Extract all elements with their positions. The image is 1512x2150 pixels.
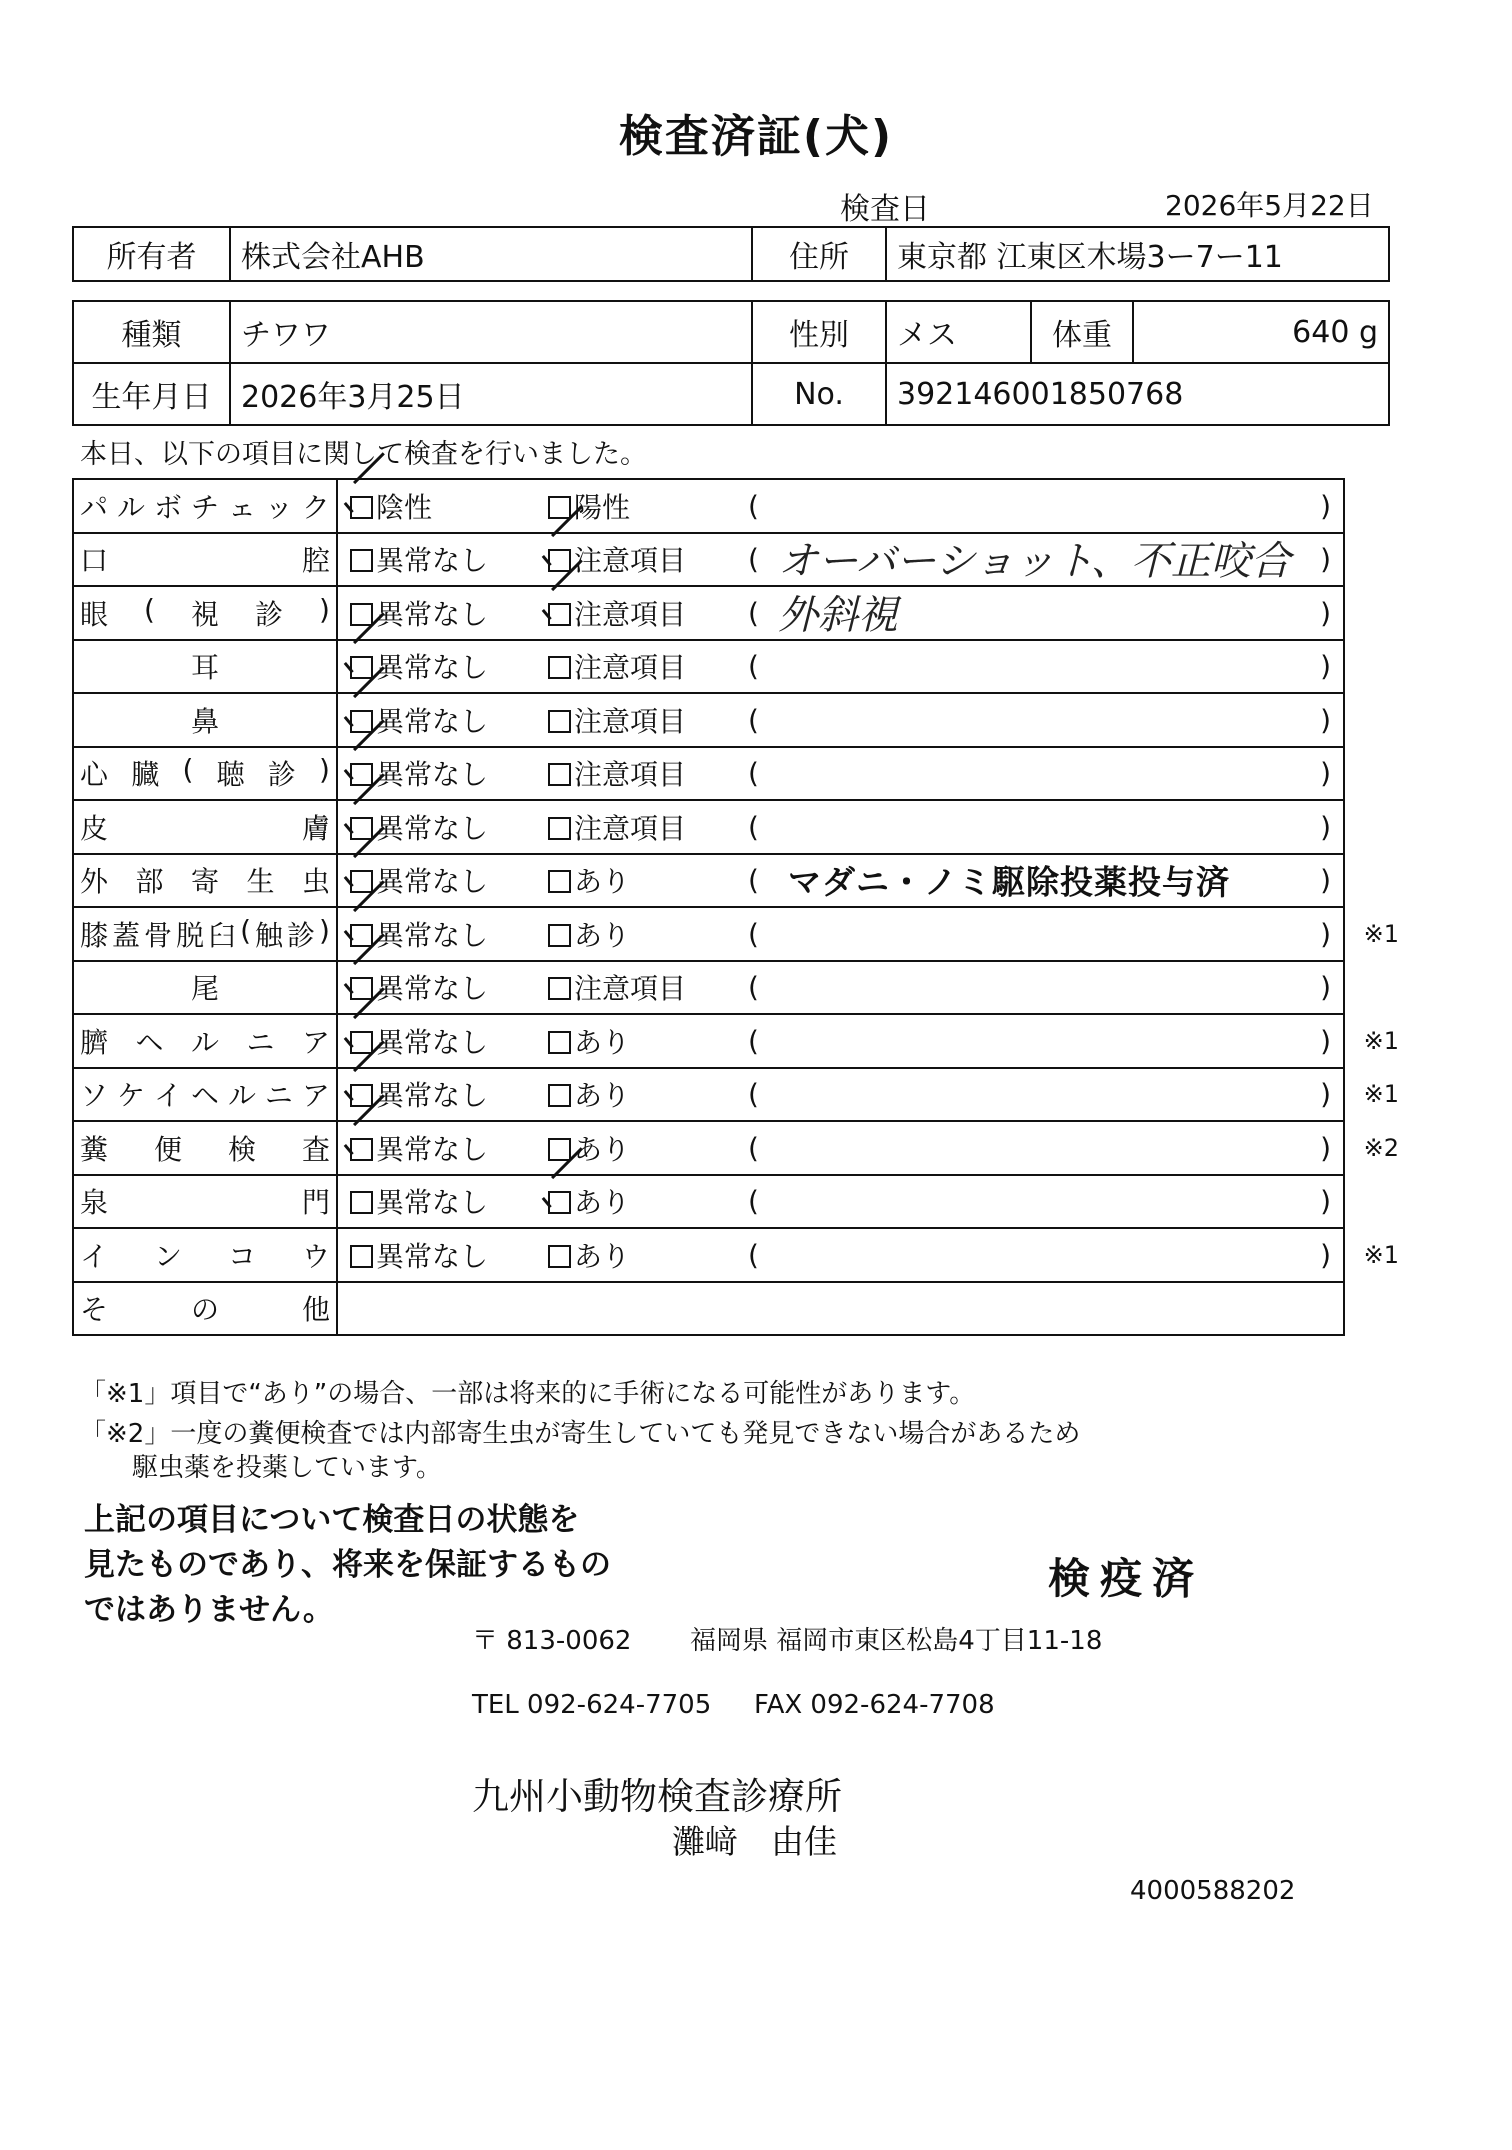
label-char: チ <box>190 490 219 524</box>
note-close-paren: ) <box>1320 1131 1331 1165</box>
option-2[interactable] <box>548 700 686 740</box>
inspection-item-label <box>80 1128 330 1168</box>
option-2[interactable] <box>548 486 630 526</box>
item-label-text: 尾 <box>190 972 219 1006</box>
inspection-row <box>73 1068 1344 1122</box>
note-open-paren: ( <box>748 542 759 576</box>
label-char: 泉 <box>80 1186 109 1220</box>
item-label-text <box>80 1074 330 1114</box>
note-close-paren: ) <box>1320 917 1331 951</box>
inspection-item <box>73 907 337 961</box>
option-label: 異常なし <box>376 1239 489 1273</box>
inspection-row-other <box>73 1282 1344 1336</box>
inspection-item-label <box>80 593 330 633</box>
reference-mark: ※1 <box>1363 919 1399 948</box>
note-open-paren: ( <box>748 596 759 630</box>
option-label: あり <box>574 918 631 952</box>
label-char: ル <box>190 1025 219 1059</box>
inspection-result <box>337 800 1344 854</box>
label-char: 寄 <box>190 865 219 899</box>
label-char: イ <box>153 1079 182 1113</box>
label-char: 部 <box>135 865 164 899</box>
breed-label: 種類 <box>73 301 230 363</box>
label-char: ェ <box>227 490 256 524</box>
inspection-item <box>73 961 337 1015</box>
inspection-result <box>337 1228 1399 1282</box>
checkbox[interactable] <box>350 496 373 519</box>
option-1[interactable] <box>350 539 488 579</box>
label-char: 検 <box>227 1132 256 1166</box>
note-close-paren: ) <box>1320 810 1331 844</box>
note-open-paren: ( <box>748 810 759 844</box>
inspection-item-label <box>80 914 330 954</box>
label-char: 心 <box>80 758 109 792</box>
checkbox[interactable] <box>350 549 373 572</box>
footnote-2-cont: 駆虫薬を投薬しています。 <box>132 1453 442 1483</box>
clinic-tel: TEL 092-624-7705 <box>472 1690 712 1720</box>
inspection-result <box>337 479 1344 533</box>
label-char: 臓 <box>131 758 160 792</box>
item-label-text <box>80 1021 330 1061</box>
inspection-item <box>73 800 337 854</box>
checkbox[interactable] <box>350 763 373 786</box>
note-close-paren: ) <box>1320 649 1331 683</box>
option-label: 異常なし <box>376 544 489 578</box>
note-close-paren: ) <box>1320 1024 1331 1058</box>
note-open-paren: ( <box>748 1184 759 1218</box>
postal-code: 〒 813-0062 <box>472 1626 632 1656</box>
inspection-item <box>73 1282 337 1336</box>
label-char: 眼 <box>80 597 109 631</box>
inspection-result <box>337 1014 1399 1068</box>
inspection-row <box>73 800 1344 854</box>
label-char: ア <box>301 1025 330 1059</box>
label-char: ヘ <box>135 1025 164 1059</box>
item-label-text <box>80 593 330 633</box>
weight-value: 640 g <box>1133 301 1389 363</box>
inspection-row <box>73 1228 1344 1282</box>
label-char: ) <box>319 913 330 947</box>
label-char: 臍 <box>80 1025 109 1059</box>
item-label-text: 耳 <box>190 651 219 685</box>
other-label <box>80 1288 330 1328</box>
option-label: 異常なし <box>376 972 489 1006</box>
checkbox[interactable] <box>350 656 373 679</box>
clinic-name: 九州小動物検査診療所 <box>472 1775 842 1818</box>
checkbox[interactable] <box>548 496 571 519</box>
reference-mark: ※1 <box>1363 1026 1399 1055</box>
inspection-item <box>73 640 337 694</box>
document-title: 検査済証(犬) <box>618 111 894 162</box>
option-label: あり <box>574 1025 631 1059</box>
option-2[interactable] <box>548 1128 630 1168</box>
label-char: ( <box>182 753 194 787</box>
option-label: 異常なし <box>376 1186 489 1220</box>
inspection-row <box>73 586 1344 640</box>
owner-label: 所有者 <box>73 227 230 281</box>
note-close-paren: ) <box>1320 970 1331 1004</box>
option-label: 異常なし <box>376 1025 489 1059</box>
pet-table <box>72 300 1390 426</box>
reference-mark: ※1 <box>1363 1080 1399 1109</box>
inspection-item <box>73 1121 337 1175</box>
label-char: ( <box>144 592 155 626</box>
note-open-paren: ( <box>748 970 759 1004</box>
vet-name: 灘﨑 由佳 <box>672 1822 837 1861</box>
label-char: 外 <box>80 865 109 899</box>
option-label: 注意項目 <box>574 972 687 1006</box>
inspection-item <box>73 693 337 747</box>
inspection-item-label <box>80 1021 330 1061</box>
intro-text: 本日、以下の項目に関して検査を行いました。 <box>80 439 647 470</box>
option-2[interactable] <box>548 646 686 686</box>
breed-value: チワワ <box>230 301 752 363</box>
address-label: 住所 <box>752 227 886 281</box>
label-char: ア <box>301 1079 330 1113</box>
option-2[interactable] <box>548 1074 630 1114</box>
disclaimer-line: 見たものであり、将来を保証するもの <box>84 1546 611 1583</box>
label-char: ル <box>227 1079 256 1113</box>
label-char: ソ <box>80 1079 109 1113</box>
inspection-result <box>337 1175 1344 1229</box>
exam-date-label: 検査日 <box>840 192 930 227</box>
label-char: ( <box>240 913 252 947</box>
inspection-item-label <box>80 646 330 686</box>
inspection-item <box>73 533 337 587</box>
number-value: 392146001850768 <box>886 363 1389 425</box>
label-char: 糞 <box>80 1132 109 1166</box>
label-char: 便 <box>153 1132 182 1166</box>
note-open-paren: ( <box>748 863 759 897</box>
label-char: 虫 <box>301 865 330 899</box>
checkbox[interactable] <box>350 1084 373 1107</box>
inspection-row <box>73 1121 1344 1175</box>
checkbox[interactable] <box>350 870 373 893</box>
note-open-paren: ( <box>748 649 759 683</box>
checkbox[interactable] <box>548 656 571 679</box>
option-label: 陰性 <box>376 490 433 524</box>
checkbox[interactable] <box>548 1031 571 1054</box>
disclaimer-line: ではありません。 <box>84 1591 334 1628</box>
disclaimer-line: 上記の項目について検査日の状態を <box>84 1502 580 1538</box>
note-open-paren: ( <box>748 917 759 951</box>
label-char: ン <box>153 1239 182 1273</box>
option-2[interactable] <box>548 1181 630 1221</box>
option-1[interactable] <box>350 1181 488 1221</box>
inspection-row <box>73 533 1344 587</box>
label-char: 蓋 <box>112 918 141 952</box>
label-char: の <box>190 1293 219 1327</box>
checkbox[interactable] <box>350 1245 373 1268</box>
option-label: 異常なし <box>376 651 489 685</box>
label-char: 聴 <box>216 758 245 792</box>
inspection-result <box>337 640 1344 694</box>
checkbox[interactable] <box>548 1084 571 1107</box>
inspection-result <box>337 533 1344 587</box>
label-char: 診 <box>255 597 284 631</box>
label-char: ) <box>319 592 330 626</box>
item-label-text <box>80 1235 330 1275</box>
option-label: あり <box>574 1079 631 1113</box>
label-char: 膚 <box>301 811 330 845</box>
option-1[interactable] <box>350 486 432 526</box>
reference-mark: ※1 <box>1363 1240 1399 1269</box>
checkbox[interactable] <box>350 924 373 947</box>
checkbox[interactable] <box>548 977 571 1000</box>
label-char: ク <box>301 490 330 524</box>
note-close-paren: ) <box>1320 542 1331 576</box>
note-close-paren: ) <box>1320 489 1331 523</box>
option-label: 注意項目 <box>574 651 687 685</box>
label-char: 腔 <box>301 544 330 578</box>
label-char: イ <box>80 1239 109 1273</box>
inspection-row <box>73 961 1344 1015</box>
option-label: あり <box>574 1132 631 1166</box>
label-char: 脱 <box>176 918 205 952</box>
inspection-row <box>73 907 1344 961</box>
note-close-paren: ) <box>1320 596 1331 630</box>
disclaimer <box>84 1498 611 1633</box>
inspection-result <box>337 1068 1399 1122</box>
option-label: 注意項目 <box>574 758 687 792</box>
inspection-item <box>73 1228 337 1282</box>
inspection-item-label <box>80 753 330 793</box>
note-open-paren: ( <box>748 489 759 523</box>
label-char: 口 <box>80 544 109 578</box>
label-char: 皮 <box>80 811 109 845</box>
checkbox[interactable] <box>548 1138 571 1161</box>
label-char: 診 <box>267 758 296 792</box>
inspection-row <box>73 1175 1344 1229</box>
note-open-paren: ( <box>748 1131 759 1165</box>
label-char: 生 <box>246 865 275 899</box>
checkbox[interactable] <box>350 1191 373 1214</box>
inspection-item-label <box>80 1181 330 1221</box>
option-1[interactable] <box>350 1128 488 1168</box>
note-close-paren: ) <box>1320 703 1331 737</box>
item-label-text <box>80 753 330 793</box>
label-char: ) <box>319 753 330 787</box>
note-close-paren: ) <box>1320 756 1331 790</box>
option-2[interactable] <box>548 807 686 847</box>
label-char: 臼 <box>208 918 237 952</box>
footnote-2: 「※2」一度の糞便検査では内部寄生虫が寄生していても発見できない場合があるため <box>80 1419 1081 1449</box>
option-label: 異常なし <box>376 918 489 952</box>
checkbox[interactable] <box>350 817 373 840</box>
item-label-text <box>80 860 330 900</box>
inspection-item-label <box>80 807 330 847</box>
inspection-item <box>73 854 337 908</box>
inspection-item <box>73 1068 337 1122</box>
birth-label: 生年月日 <box>73 363 230 425</box>
label-char: ケ <box>116 1079 145 1113</box>
checkbox[interactable] <box>548 870 571 893</box>
inspection-row <box>73 693 1344 747</box>
inspection-result <box>337 693 1344 747</box>
inspection-item <box>73 747 337 801</box>
owner-value: 株式会社AHB <box>230 227 752 281</box>
label-char: そ <box>80 1293 109 1327</box>
label-char: ル <box>116 490 145 524</box>
label-char: 膝 <box>80 918 109 952</box>
note-open-paren: ( <box>748 756 759 790</box>
label-char: 骨 <box>144 918 173 952</box>
label-char: パ <box>80 490 109 524</box>
label-char: 査 <box>301 1132 330 1166</box>
option-label: あり <box>574 865 631 899</box>
inspection-item-label <box>80 860 330 900</box>
handwritten-note: 外斜視 <box>778 592 898 639</box>
label-char: 視 <box>190 597 219 631</box>
item-label-text: 鼻 <box>190 704 219 738</box>
inspection-item <box>73 586 337 640</box>
option-label: 異常なし <box>376 704 489 738</box>
label-char: コ <box>227 1239 256 1273</box>
checkbox[interactable] <box>548 1191 571 1214</box>
item-label-text <box>80 914 330 954</box>
option-2[interactable] <box>548 593 686 633</box>
label-char: 門 <box>301 1186 330 1220</box>
option-label: 異常なし <box>376 865 489 899</box>
option-label: 注意項目 <box>574 544 687 578</box>
number-label: No. <box>752 363 886 425</box>
inspection-row <box>73 1014 1344 1068</box>
quarantine-stamp: 検疫済 <box>1048 1554 1205 1603</box>
item-label-text <box>80 486 330 526</box>
option-label: 注意項目 <box>574 811 687 845</box>
note-open-paren: ( <box>748 703 759 737</box>
checkbox[interactable] <box>548 924 571 947</box>
note-open-paren: ( <box>748 1024 759 1058</box>
checkbox[interactable] <box>548 549 571 572</box>
inspection-result <box>337 747 1344 801</box>
label-char: 他 <box>301 1293 330 1327</box>
inspection-item-label <box>80 700 330 740</box>
option-label: 異常なし <box>376 597 489 631</box>
inspection-item-label <box>80 967 330 1007</box>
option-label: あり <box>574 1186 631 1220</box>
checkbox[interactable] <box>350 710 373 733</box>
note-close-paren: ) <box>1320 1184 1331 1218</box>
item-label-text <box>80 807 330 847</box>
reference-mark: ※2 <box>1363 1133 1399 1162</box>
footnote-1: 「※1」項目で“あり”の場合、一部は将来的に手術になる可能性があります。 <box>80 1379 976 1409</box>
inspection-row <box>73 854 1344 908</box>
note-text: マダニ・ノミ駆除投薬投与済 <box>788 862 1230 902</box>
inspection-item <box>73 1014 337 1068</box>
label-char: 触 <box>255 918 284 952</box>
document-number: 4000588202 <box>1130 1876 1296 1906</box>
exam-date: 2026年5月22日 <box>1165 189 1374 222</box>
inspection-row <box>73 640 1344 694</box>
inspection-result <box>337 586 1344 640</box>
inspection-item <box>73 479 337 533</box>
handwritten-note: オーバーショット、不正咬合 <box>778 538 1291 585</box>
option-2[interactable] <box>548 860 630 900</box>
checkbox[interactable] <box>350 603 373 626</box>
note-close-paren: ) <box>1320 1238 1331 1272</box>
option-2[interactable] <box>548 1235 630 1275</box>
inspection-item-label <box>80 1235 330 1275</box>
inspection-row <box>73 747 1344 801</box>
clinic-address: 福岡県 福岡市東区松島4丁目11-18 <box>690 1626 1103 1656</box>
checkbox[interactable] <box>350 1031 373 1054</box>
weight-label: 体重 <box>1031 301 1133 363</box>
note-open-paren: ( <box>748 1238 759 1272</box>
inspection-result <box>337 1121 1399 1175</box>
option-label: 注意項目 <box>574 704 687 738</box>
birth-value: 2026年3月25日 <box>230 363 752 425</box>
item-label-text <box>80 539 330 579</box>
sex-label: 性別 <box>752 301 886 363</box>
sex-value: メス <box>886 301 1031 363</box>
option-label: 陽性 <box>574 490 631 524</box>
inspection-item-label <box>80 539 330 579</box>
note-close-paren: ) <box>1320 863 1331 897</box>
label-char: ボ <box>153 490 182 524</box>
label-char: 診 <box>287 918 316 952</box>
option-label: あり <box>574 1239 631 1273</box>
checkbox[interactable] <box>548 603 571 626</box>
inspection-item <box>73 1175 337 1229</box>
option-label: 異常なし <box>376 758 489 792</box>
inspection-item-label <box>80 1074 330 1114</box>
label-char: ッ <box>264 490 293 524</box>
inspection-table <box>72 478 1399 1336</box>
option-2[interactable] <box>548 1021 630 1061</box>
option-label: 異常なし <box>376 811 489 845</box>
checkbox[interactable] <box>350 977 373 1000</box>
option-1[interactable] <box>350 1235 488 1275</box>
checkbox[interactable] <box>548 763 571 786</box>
label-char: ウ <box>301 1239 330 1273</box>
address-value: 東京都 江東区木場3ー7ー11 <box>886 227 1389 281</box>
option-2[interactable] <box>548 967 686 1007</box>
option-2[interactable] <box>548 753 686 793</box>
checkbox[interactable] <box>548 1245 571 1268</box>
option-label: 注意項目 <box>574 597 687 631</box>
option-label: 異常なし <box>376 1079 489 1113</box>
inspection-row <box>73 479 1344 533</box>
other-notes <box>337 1282 1344 1336</box>
checkbox[interactable] <box>548 817 571 840</box>
item-label-text <box>80 1181 330 1221</box>
label-char: ヘ <box>190 1079 219 1113</box>
option-2[interactable] <box>548 914 630 954</box>
inspection-result <box>337 854 1344 908</box>
note-close-paren: ) <box>1320 1077 1331 1111</box>
inspection-item-label <box>80 486 330 526</box>
label-char: ニ <box>264 1079 293 1113</box>
clinic-fax: FAX 092-624-7708 <box>754 1690 995 1720</box>
option-label: 異常なし <box>376 1132 489 1166</box>
inspection-result <box>337 907 1399 961</box>
note-open-paren: ( <box>748 1077 759 1111</box>
checkbox[interactable] <box>350 1138 373 1161</box>
inspection-result <box>337 961 1344 1015</box>
item-label-text <box>80 1128 330 1168</box>
label-char: ニ <box>246 1025 275 1059</box>
owner-table <box>72 226 1390 282</box>
checkbox[interactable] <box>548 710 571 733</box>
